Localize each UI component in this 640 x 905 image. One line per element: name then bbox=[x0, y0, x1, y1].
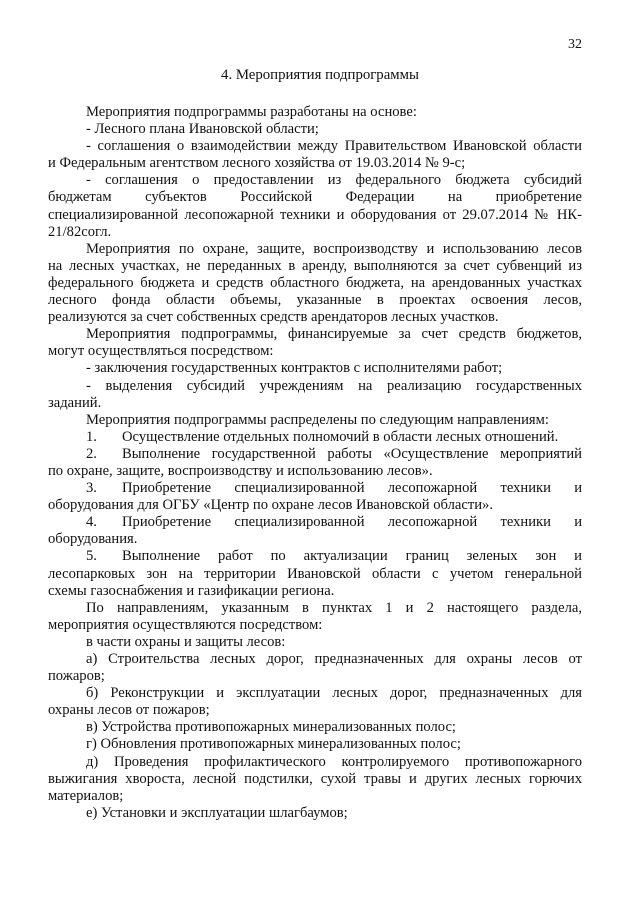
page-number: 32 bbox=[568, 37, 582, 52]
text-line: - выделения субсидий учреждениям на реализацию государственных bbox=[86, 377, 582, 394]
item-text: Осуществление отдельных полномочий в области лесных отношений. bbox=[122, 428, 559, 445]
numbered-line bbox=[48, 548, 582, 565]
text-line: специализированной лесопожарной техники и оборудования от 29.07.2014 № НК- bbox=[48, 206, 582, 223]
text-line: - заключения государственных контрактов с исполнителями работ; bbox=[86, 360, 503, 377]
text-line: и Федеральным агентством лесного хозяйства от 19.03.2014 № 9-с; bbox=[48, 155, 466, 172]
numbered-line bbox=[48, 480, 582, 497]
text-line: б) Реконструкции и эксплуатации лесных дорог, предназначенных для bbox=[86, 685, 582, 702]
numbered-line bbox=[48, 446, 582, 463]
text-line: По направлениям, указанным в пунктах 1 и 2 настоящего раздела, bbox=[86, 599, 582, 616]
item-text: Выполнение работ по актуализации границ зеленых зон и bbox=[122, 548, 582, 565]
document-body bbox=[48, 104, 582, 822]
text-line: выжигания хвороста, лесной подстилки, сухой травы и других лесных горючих bbox=[48, 770, 582, 787]
text-line: на лесных участках, не переданных в аренду, выполняются за счет субвенций из bbox=[48, 257, 582, 274]
text-line: бюджетам субъектов Российской Федерации на приобретение bbox=[48, 189, 582, 206]
text-line: лесного фонда области объемы, указанные в проектах освоения лесов, bbox=[48, 292, 582, 309]
text-line: реализуются за счет собственных средств арендаторов лесных участков. bbox=[48, 309, 499, 326]
item-number: 5. bbox=[86, 548, 97, 565]
text-line: Мероприятия подпрограммы распределены по следующим направлениям: bbox=[86, 411, 549, 428]
text-line: д) Проведения профилактического контролируемого противопожарного bbox=[86, 753, 582, 770]
item-number: 2. bbox=[86, 445, 97, 462]
item-number: 1. bbox=[86, 428, 97, 445]
text-line: г) Обновления противопожарных минерализованных полос; bbox=[86, 736, 461, 753]
text-line: в) Устройства противопожарных минерализованных полос; bbox=[86, 719, 456, 736]
text-line: оборудования для ОГБУ «Центр по охране лесов Ивановской области». bbox=[48, 497, 493, 514]
numbered-line bbox=[48, 429, 582, 446]
text-line: - соглашения о предоставлении из федерального бюджета субсидий bbox=[86, 172, 582, 189]
item-text: Приобретение специализированной лесопожарной техники и bbox=[122, 514, 582, 531]
text-line: е) Установки и эксплуатации шлагбаумов; bbox=[86, 804, 348, 821]
text-line: схемы газоснабжения и газификации региона. bbox=[48, 582, 335, 599]
text-line: мероприятия осуществляются посредством: bbox=[48, 616, 323, 633]
item-text: Выполнение государственной работы «Осуществление мероприятий bbox=[122, 445, 582, 462]
text-line: федерального бюджета и средств областного бюджета, на арендованных участках bbox=[48, 274, 582, 291]
item-number: 3. bbox=[86, 480, 97, 497]
text-line: Мероприятия по охране, защите, воспроизводству и использованию лесов bbox=[86, 240, 582, 257]
text-line: заданий. bbox=[48, 394, 102, 411]
text-line: пожаров; bbox=[48, 668, 105, 685]
text-line: охраны лесов от пожаров; bbox=[48, 702, 210, 719]
text-line: - Лесного плана Ивановской области; bbox=[86, 121, 319, 138]
numbered-line bbox=[48, 514, 582, 531]
item-text: Приобретение специализированной лесопожарной техники и bbox=[122, 480, 582, 497]
text-line: материалов; bbox=[48, 787, 124, 804]
text-line: а) Строительства лесных дорог, предназначенных для охраны лесов от bbox=[86, 651, 582, 667]
text-line: оборудования. bbox=[48, 531, 138, 548]
item-number: 4. bbox=[86, 514, 97, 531]
text-line: 21/82согл. bbox=[48, 223, 112, 240]
text-line: - соглашения о взаимодействии между Правительством Ивановской области bbox=[86, 138, 582, 155]
text-line: могут осуществляться посредством: bbox=[48, 343, 274, 360]
text-line: Мероприятия подпрограммы, финансируемые за счет средств бюджетов, bbox=[86, 326, 582, 343]
text-line: Мероприятия подпрограммы разработаны на основе: bbox=[86, 104, 417, 120]
text-line: по охране, защите, воспроизводству и использованию лесов». bbox=[48, 462, 433, 479]
text-line: в части охраны и защиты лесов: bbox=[86, 633, 286, 650]
section-heading: 4. Мероприятия подпрограммы bbox=[221, 67, 419, 83]
text-line: лесопарковых зон на территории Ивановской области с учетом генеральной bbox=[48, 565, 582, 582]
